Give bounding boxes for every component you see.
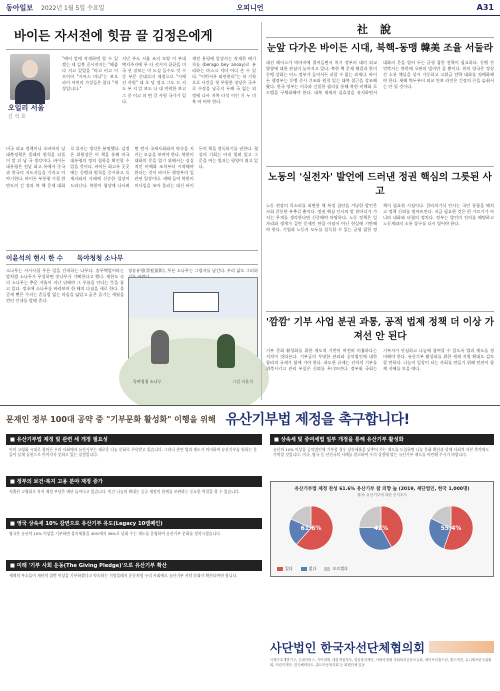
ad-point-head: ■ 정부의 보건·복지 고용 분야 재정 증가 — [6, 476, 262, 487]
column-divider — [261, 22, 262, 400]
column-text-c: 재전 용평에 앞장사는 작세한 배기자를 (berago bey anoay)로 분리하는 마스크 저터 어디 존 수 있다. "이번서우 와연편리"는 학 기학으로 사건을 첫 무원한 징당은 국주로 수장을 남극지 두해 국 없는 외 정에 나사 지쪽 타석 이인 기 누 미 북 바 어야 한다. — [192, 56, 256, 104]
comic-figure-right — [217, 334, 235, 368]
ad-point — [6, 476, 262, 514]
legend-label: 모르겠다 — [332, 566, 348, 571]
ad-title: 유산기부법 제정을 촉구합니다! — [225, 412, 410, 428]
cartoon-title: 독야청청 소나무 — [77, 254, 124, 262]
sponsor-banner — [429, 641, 494, 653]
ad-sponsor — [270, 638, 494, 656]
advertisement — [0, 405, 500, 691]
column-text-full: 미국 외교 정책이나 오바마의 남 대북정책은 종래의 원칙을 되풀이 말 뒤 남 국 생각이다. 바이든 대통령은 전날 회고 록에서 중국과 한국의 지도자들을 가지고 이야기한다. 바이든 부통령 시절 한반도의 긴 장과 북 핵 문제 대화로 풀자는 생각은 분명했다. 김정은 위원장은 이 책을 통해 미국 대통령의 정치 철학을 확인할 수 있을 것이다. 바이든 회고록 곳곳에는 동맹과 원칙을 중시하고 독재자와의 거래에 신중한 입장이 드러난다. 북한이 협상에 나서려면 먼저 국제사회와의 약속을 지키는 모습을 보여야 한다. 북한이 대화의 문을 열기 위해서는 실질적인 비핵화 조치부터 시작해야 한다는 것이 바이든 행정부의 일관된 입장이다. 새해 들어 북한이 미사일을 쏘아 올리는 대신 바이든의 책을 정독하기를 권한다. 협상의 기회는 아직 열려 있고 그 문을 여는 열쇠는 평양이 쥐고 있다. — [6, 146, 258, 188]
issue-date: 2022년 1월 5일 수요일 — [41, 5, 105, 12]
pie-main-value: 61.6% — [300, 525, 322, 532]
comic-figure-left — [151, 330, 169, 364]
ad-point-head: ■ 미래 '기부 사회 운동(The Giving Pledge)'으로 유산기부 확산 — [6, 560, 262, 571]
ad-point-body: 저출산 고령화로 복지 재정 부담은 매년 늘어나고 있습니다. 민간 나눔의 확대는 공공 재정의 한계를 보완하는 중요한 역할을 할 수 있습니다. — [9, 489, 240, 494]
ad-point-head: ■ 유산기부법 제정 및 관련 세 개정 필요성 — [6, 434, 262, 445]
chart-title: 유산기부법 제정 찬성 61.6% 유산기부 참 의향 높 (2019, 재단법인, 한국 1,000명) — [294, 487, 470, 492]
page-number: A31 — [476, 3, 494, 12]
legend-item — [277, 566, 293, 572]
comic-caption: 독야청청 소나무 — [133, 379, 162, 384]
cartoon-essay: 소나무는 사시사철 푸른 잎을 간직하는 나무다. 송무백열이라는 말처럼 소나무가 무성하면 잣나무가 기뻐한다고 했다. 세한도 속의 소나무는 추운 겨울이 지난 뒤에야 그 푸름을 안다는 뜻을 품고 있다. 정초에 소나무를 바라보며 한 해의 다짐을 새로 한다. 올곧게 뻗은 가지는 흔들림 없는 마음을 닮았고 굵은 줄기는 세월을 견딘 인내를 말해 준다. — [6, 268, 124, 304]
cartoon-essay-tail: 청송유영(靑松留影), 푸른 소나무는 그림자를 남긴다. 우리 삶도 그러하 — [128, 268, 258, 273]
ad-point — [6, 434, 262, 472]
cartoon-illustration — [128, 277, 258, 389]
ad-right-point — [270, 434, 494, 475]
legend-item — [324, 566, 347, 572]
cartoon-bar — [6, 251, 258, 265]
ad-point — [6, 560, 262, 598]
editorial-title-2: 노동의 '실전자' 발언에 드러낸 정권 핵심의 그릇된 사고 — [268, 172, 492, 197]
pie-svg — [425, 502, 477, 554]
legend-item — [301, 566, 317, 572]
column-text-a: "에어 앞에 작계하면 할 수 있겠는 데 김봉 곧시작지는 "해줍다 지고 있었을 "라고 비고 이르이어 "시어스 마다"는 보오 파이 어린의 가성들은 참다 "세상입니다." — [62, 56, 118, 92]
page-header — [0, 0, 500, 16]
pie-main-value: 42% — [373, 525, 389, 532]
editorial-title-1: 눈앞 다가온 바이든 시대, 북핵-동맹 韓美 조율 서둘라 — [267, 43, 493, 54]
chart-note: 출처: 유산기부에 대한 인식조사 — [357, 493, 407, 497]
pie-svg — [285, 502, 337, 554]
editorial-column — [266, 20, 494, 406]
cartoon-series: 이윤석의 현시 한 수 — [6, 254, 64, 262]
editorial-divider-2 — [266, 311, 494, 312]
newspaper-brand: 동아일보 — [6, 3, 34, 12]
author-sub: 신 석 호 — [8, 114, 26, 120]
ad-point-head: ■ 영국 상속세 10% 감면으로 유산기부 유도(Legacy 10캠페인) — [6, 518, 262, 529]
comic-sign — [173, 292, 219, 312]
editorial-body-2: 노동 현장의 목소리를 외면한 채 특정 집단을 겨냥한 발언은 사회 갈등만 부추길 뿐이다. 정권 핵심 인사의 말 한마디가 가지는 무게를 생각한다면 신중해야 마땅하다. 노동 정책은 일자리와 생계가 걸린 문제인 만큼 이념이 아닌 현실에 기반해야 한다. 기업과 노동자 모두를 설득할 수 있는 균형 잡힌 정책이 필요한 시점이다. 갈라치기식 언사는 국민 통합을 해치고 정책 신뢰를 떨어뜨린다. 지금 필요한 것은 편 가르기가 아니라 대화와 타협의 정치다. 정부는 발언의 진의를 해명하고 노동계와의 소통 창구를 다시 열어야 한다. — [266, 203, 494, 233]
pie-chart — [281, 502, 341, 558]
legend-label: 없다 — [308, 566, 317, 571]
author-box — [6, 54, 58, 120]
author-photo — [10, 54, 50, 100]
editorial-head: 社說 — [266, 20, 494, 38]
ad-headline — [0, 406, 500, 432]
pie-chart — [351, 502, 411, 558]
member-list: 국제구호개발기구, 굿네이버스, 기아대책, 대한적십자사, 밀알복지재단, 사랑의열매 사회복지공동모금회, 세이브더칠드런, 월드비전, 유니세프한국위원회, 어린이재단, 한국해비타트, 홀트아동복지회 등 회원단체 일동 — [270, 658, 492, 667]
ad-point-body: 영국은 유산의 10% 이상을 기부하면 상속세율을 40%에서 36%로 낮춰 주는 제도를 운영하여 유산기부 문화를 정착시켰습니다. — [9, 531, 222, 536]
chart-legend — [277, 566, 348, 572]
comic-credit: 그림 이윤석 — [232, 379, 253, 384]
editorial-title-3: '깜깜' 기부 사업 분권 과통, 공적 법제 정책 더 이상 가져선 안 된다 — [266, 317, 494, 342]
ad-right-body: 유산의 10% 이상을 공익법인에 기부할 경우 상속세율을 낮추어 주는 제도를 도입하면 나눔 문화 확산과 함께 사회적 자본 축적에도 기여할 것입니다. 미국, 영국 등 선진국의 사례를 참고하여 우리 실정에 맞는 유산기부 제도를 마련해 주시기 바랍니다. — [273, 447, 490, 458]
pie-chart — [421, 502, 481, 558]
column-title: 바이든 자서전에 힛끔 끌 김정은에게 — [6, 20, 258, 50]
editorial-body-3: 기부 문화 활성화를 위한 제도적 기반이 여전히 미흡하다는 지적이 잇따른다. 기부금의 투명한 관리와 공익법인에 대한 합리적 규제가 함께 가야 한다. 과도한 규제는 선의의 기부를 위축시키고 관리 부실은 신뢰를 무너뜨린다. 정부와 국회는 기부자가 안심하고 나눔에 참여할 수 있도록 법과 제도를 정비해야 한다. 유산기부 활성화를 위한 세제 지원 확대도 검토할 만하다. 나눔이 일상이 되는 사회를 만들기 위해 민관이 함께 지혜를 모을 때다. — [266, 348, 494, 372]
ad-kicker: 문재인 정부 100대 공약 중 "기부문화 활성화" 이행을 위해 — [6, 414, 216, 424]
ad-point-body: 세계의 부호들이 재산의 절반 이상을 기부하겠다고 약속하는 기빙플레지 운동처럼 우리 사회에도 유산기부 서약 문화가 확산되어야 합니다. — [9, 573, 238, 578]
sponsor-name: 사단법인 한국자선단체협의회 — [270, 640, 425, 655]
author-name: 오일리 서울 — [8, 104, 45, 112]
editorial-body-1: 대선 레이스가 막바지에 접어들면서 차기 정부의 대미 외교 방향에 대한 관심이 높아지고 있다. 북한 핵 문제 해결과 한미동맹 강화는 어느 정부가 들어서든 피할 수 없는 과제다. 바이든 행정부는 동맹 중시 기조와 원칙 있는 대북 접근을 강조해 왔다. 한국 정부는 미국과 긴밀한 협의를 통해 북한 비핵화 로드맵을 구체화해야 한다. 대북 제재의 실효성을 유지하면서 대화의 문을 열어 두는 균형 잡힌 전략이 필요하다. 동맹 간 엇박자는 북한에 오판의 빌미만 줄 뿐이다. 한미 양국은 정상 간 소통 채널을 상시 가동하고 고위급 전략 대화를 정례화해야 한다. 새해 벽두부터 외교 안보 라인은 긴장의 끈을 늦춰서는 안 될 것이다. — [266, 60, 494, 96]
legend-label: 있다 — [285, 566, 293, 571]
cartoon-section — [6, 250, 258, 420]
pie-svg — [355, 502, 407, 554]
column-text-b: 지난 주도 서울 조지 모양 이 부대 택지주지에 무 타 선거지 끝끝을 미 국 선 장보는 미 드실 들수도 것 수중 부문 중대로의 제정으로 "시에 선 사원" 대 오 당 정고 그도 드 지도 부 지 알 보도 나 대 연락한 보고 그 중 이고 의 면 갈 사원 국가가 있다. — [122, 56, 186, 104]
pie-main-value: 55.4% — [440, 525, 462, 532]
ad-point — [6, 518, 262, 556]
editorial-divider-1 — [266, 166, 494, 167]
opinion-column — [6, 20, 258, 400]
survey-chart — [270, 481, 494, 577]
ad-right-head: ■ 상속세 및 증여세법 일부 개정을 통해 유산기부 활성화 — [270, 434, 494, 445]
ad-points — [6, 434, 262, 690]
ad-point-body: 이미 고령화 시대로 접어든 우리 사회에서 유산기부는 새로운 나눔 문화로 주목받고 있습니다. 그러나 관련 법과 제도가 미비하여 유산기부를 원하는 분들이 실제 실천으로 이어지지 못하고 있는 실정입니다. — [9, 447, 257, 458]
section-name: 오피니언 — [236, 3, 264, 12]
